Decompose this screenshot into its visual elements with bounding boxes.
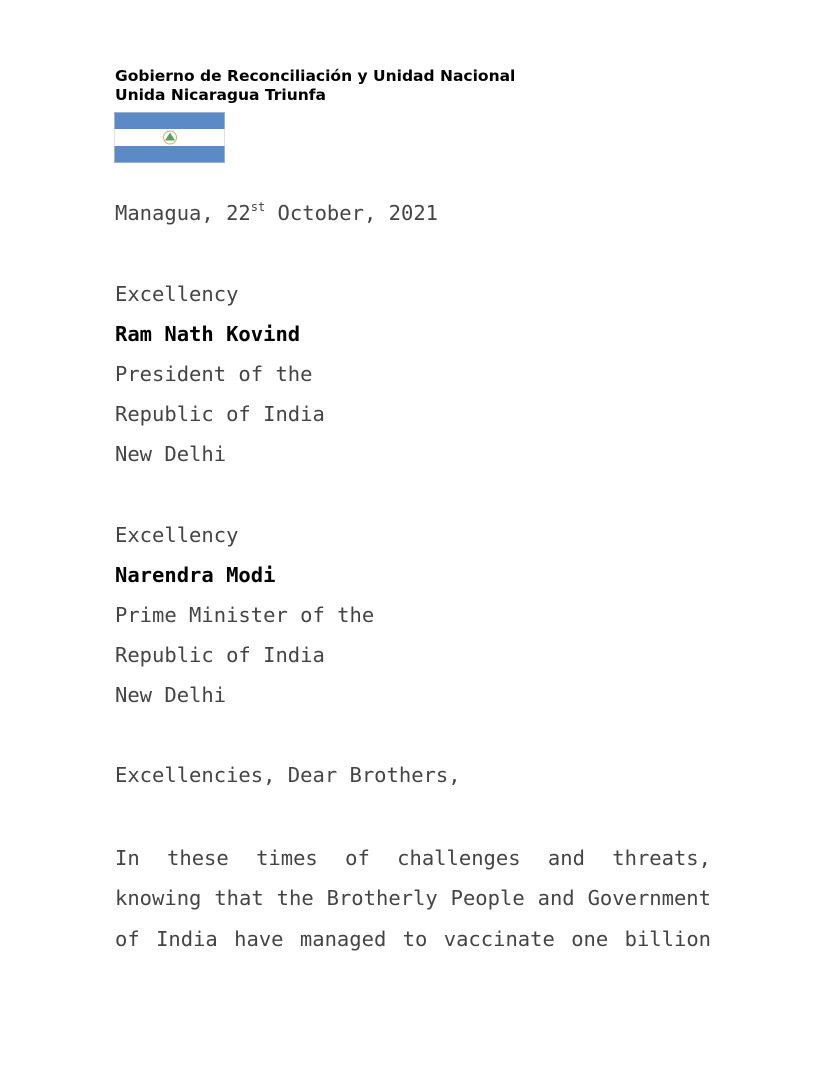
recipient2-title-line2: Republic of India — [115, 643, 325, 667]
recipient2-city: New Delhi — [115, 683, 227, 707]
recipient1-title-line2: Republic of India — [115, 402, 325, 426]
paragraph-line: In these times of challenges and threats, — [115, 846, 711, 870]
recipient1-city: New Delhi — [115, 442, 227, 466]
letter-date: Managua, 22st October, 2021 — [115, 200, 439, 225]
recipient2-name: Narendra Modi — [115, 563, 276, 587]
recipient1-title-line1: President of the — [115, 362, 313, 386]
letter-greeting: Excellencies, Dear Brothers, — [115, 763, 461, 787]
nicaragua-flag-icon — [114, 112, 225, 163]
letterhead-government-name: Gobierno de Reconciliación y Unidad Nacional — [115, 67, 516, 85]
paragraph-line: of India have managed to vaccinate one billion — [115, 926, 711, 951]
letterhead — [115, 67, 515, 105]
recipient2-salutation: Excellency — [115, 523, 239, 547]
recipient1-salutation: Excellency — [115, 282, 239, 306]
recipient1-name: Ram Nath Kovind — [115, 322, 301, 346]
paragraph-line: knowing that the Brotherly People and Government — [115, 886, 711, 911]
recipient2-title-line1: Prime Minister of the — [115, 603, 375, 627]
letterhead-slogan: Unida Nicaragua Triunfa — [115, 86, 327, 104]
letter-body-paragraph — [115, 838, 711, 959]
